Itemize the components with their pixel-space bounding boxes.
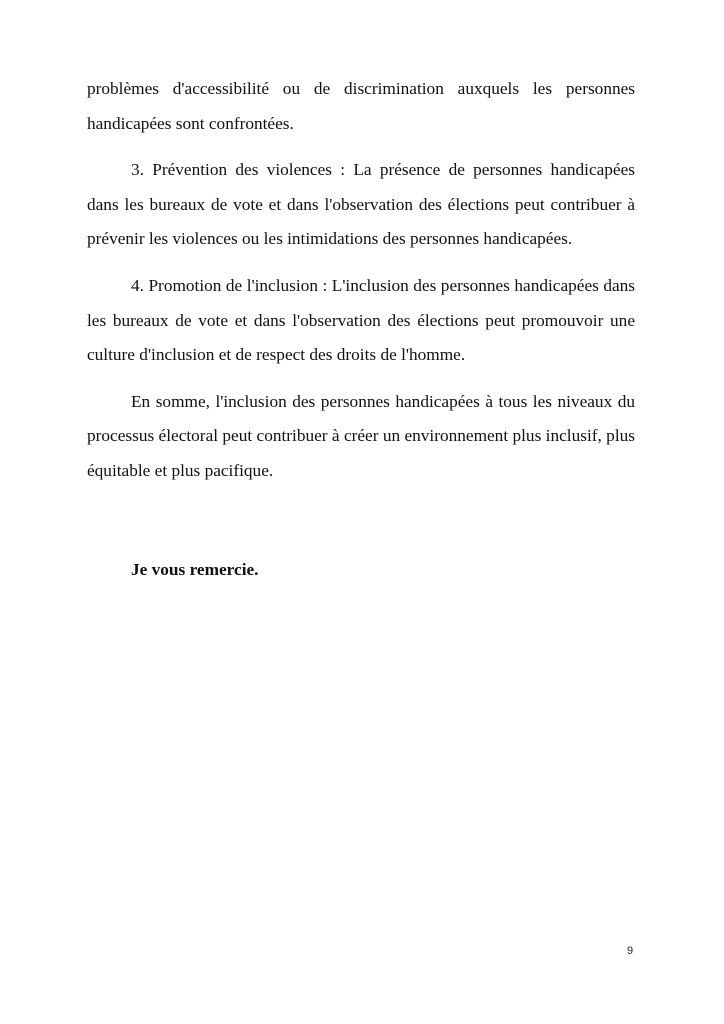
- paragraph-conclusion: En somme, l'inclusion des personnes handicapées à tous les niveaux du processus électoral peut contribuer à créer un environnement plus inclusif, plus équitable et plus pacifique.: [87, 391, 635, 480]
- paragraph-inclusion-promotion: 4. Promotion de l'inclusion : L'inclusion des personnes handicapées dans les bureaux de vote et dans l'observation des élections peut promouvoir une culture d'inclusion et de respect des droits de l'homme.: [87, 275, 635, 365]
- paragraph-violence-prevention: 3. Prévention des violences : La présence de personnes handicapées dans les bureaux de vote et dans l'observation des élections peut contribuer à prévenir les violences ou les intimidations des personnes handicapées.: [87, 160, 635, 249]
- closing-thanks: Je vous remercie.: [131, 559, 259, 579]
- document-page: [87, 72, 635, 587]
- page-number: 9: [627, 945, 634, 957]
- paragraph-continuation: problèmes d'accessibilité ou de discrimination auxquels les personnes handicapées sont confrontées.: [87, 79, 635, 133]
